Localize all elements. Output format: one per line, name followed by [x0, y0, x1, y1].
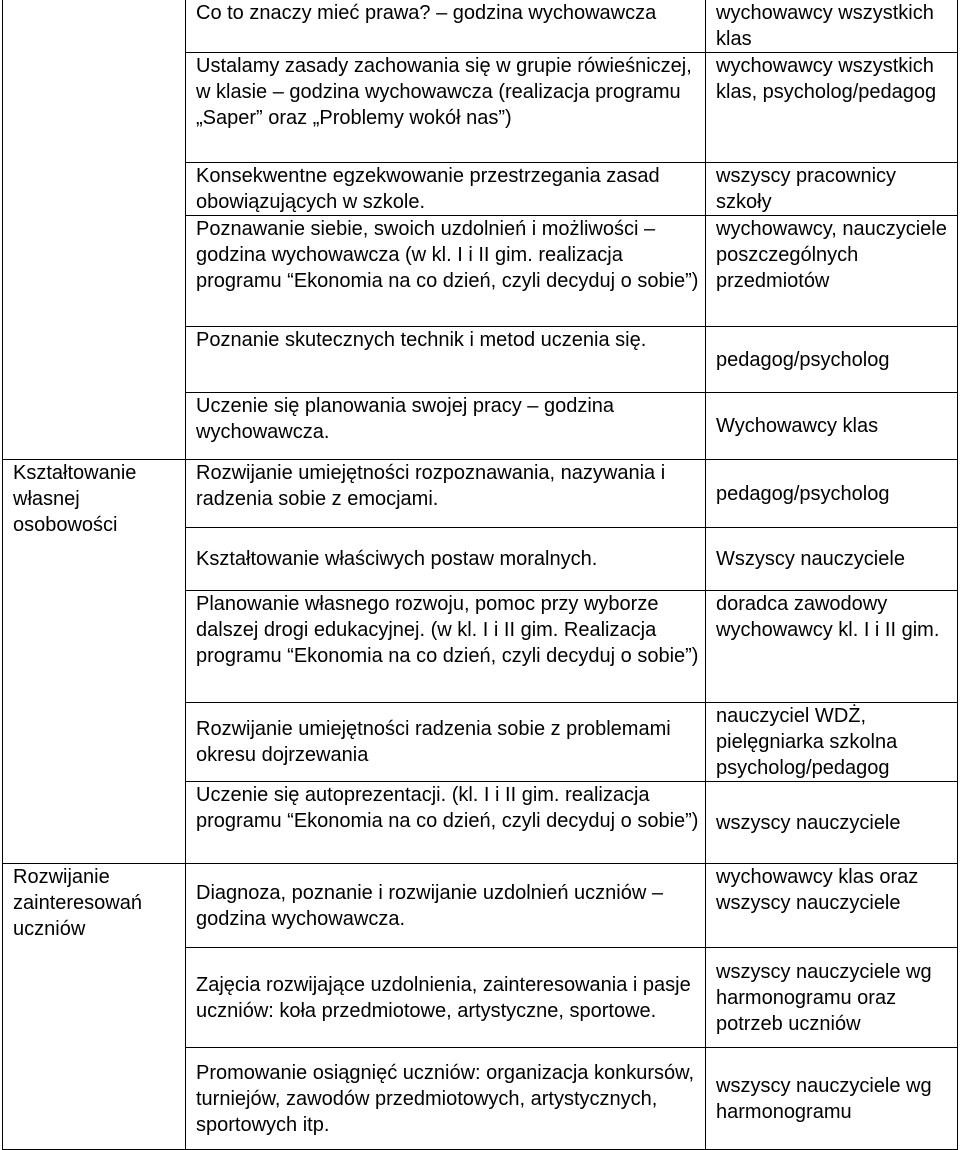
task-cell: Konsekwentne egzekwowanie przestrzegania zasad obowiązujących w szkole. — [186, 163, 706, 216]
task-cell: Rozwijanie umiejętności rozpoznawania, nazywania i radzenia sobie z emocjami. — [186, 460, 706, 528]
responsible-cell: wychowawcy klas oraz wszyscy nauczyciele — [706, 864, 958, 948]
area-cell: Kształtowanie własnej osobowości — [3, 460, 186, 864]
responsible-cell: wszyscy nauczyciele wg harmonogramu oraz potrzeb uczniów — [706, 948, 958, 1048]
responsible-cell: wychowawcy wszystkich klas, psycholog/pedagog — [706, 53, 958, 163]
task-cell: Uczenie się planowania swojej pracy – godzina wychowawcza. — [186, 393, 706, 460]
task-cell: Diagnoza, poznanie i rozwijanie uzdolnień uczniów – godzina wychowawcza. — [186, 864, 706, 948]
table-row — [3, 864, 958, 948]
task-cell: Kształtowanie właściwych postaw moralnych. — [186, 528, 706, 591]
task-cell: Uczenie się autoprezentacji. (kl. I i II gim. realizacja programu “Ekonomia na co dzień, czyli decyduj o sobie”) — [186, 782, 706, 864]
education-program-table — [2, 0, 958, 1150]
responsible-cell: wychowawcy, nauczyciele poszczególnych przedmiotów — [706, 216, 958, 327]
responsible-cell: wszyscy pracownicy szkoły — [706, 163, 958, 216]
task-cell: Zajęcia rozwijające uzdolnienia, zainteresowania i pasje uczniów: koła przedmiotowe, artystyczne, sportowe. — [186, 948, 706, 1048]
task-cell: Promowanie osiągnięć uczniów: organizacja konkursów, turniejów, zawodów przedmiotowych, artystycznych, sportowych itp. — [186, 1048, 706, 1150]
responsible-cell: Wszyscy nauczyciele — [706, 528, 958, 591]
task-cell: Planowanie własnego rozwoju, pomoc przy wyborze dalszej drogi edukacyjnej. (w kl. I i II gim. Realizacja programu “Ekonomia na co dzień, czyli decyduj o sobie”) — [186, 591, 706, 703]
responsible-cell: pedagog/psycholog — [706, 460, 958, 528]
task-cell: Poznawanie siebie, swoich uzdolnień i możliwości – godzina wychowawcza (w kl. I i II gim. realizacja programu “Ekonomia na co dzień, czyli decyduj o sobie”) — [186, 216, 706, 327]
responsible-cell: wszyscy nauczyciele wg harmonogramu — [706, 1048, 958, 1150]
responsible-cell: nauczyciel WDŻ, pielęgniarka szkolna psycholog/pedagog — [706, 703, 958, 782]
responsible-cell: wszyscy nauczyciele — [706, 782, 958, 864]
task-cell: Rozwijanie umiejętności radzenia sobie z problemami okresu dojrzewania — [186, 703, 706, 782]
task-cell: Ustalamy zasady zachowania się w grupie rówieśniczej, w klasie – godzina wychowawcza (realizacja programu „Saper” oraz „Problemy wokół nas”) — [186, 53, 706, 163]
responsible-cell: doradca zawodowy wychowawcy kl. I i II gim. — [706, 591, 958, 703]
task-cell: Poznanie skutecznych technik i metod uczenia się. — [186, 327, 706, 393]
task-cell: Co to znaczy mieć prawa? – godzina wychowawcza — [186, 0, 706, 53]
table-row — [3, 0, 958, 53]
table-row — [3, 460, 958, 528]
area-cell — [3, 0, 186, 460]
responsible-cell: wychowawcy wszystkich klas — [706, 0, 958, 53]
responsible-cell: pedagog/psycholog — [706, 327, 958, 393]
responsible-cell: Wychowawcy klas — [706, 393, 958, 460]
area-cell: Rozwijanie zainteresowań uczniów — [3, 864, 186, 1150]
